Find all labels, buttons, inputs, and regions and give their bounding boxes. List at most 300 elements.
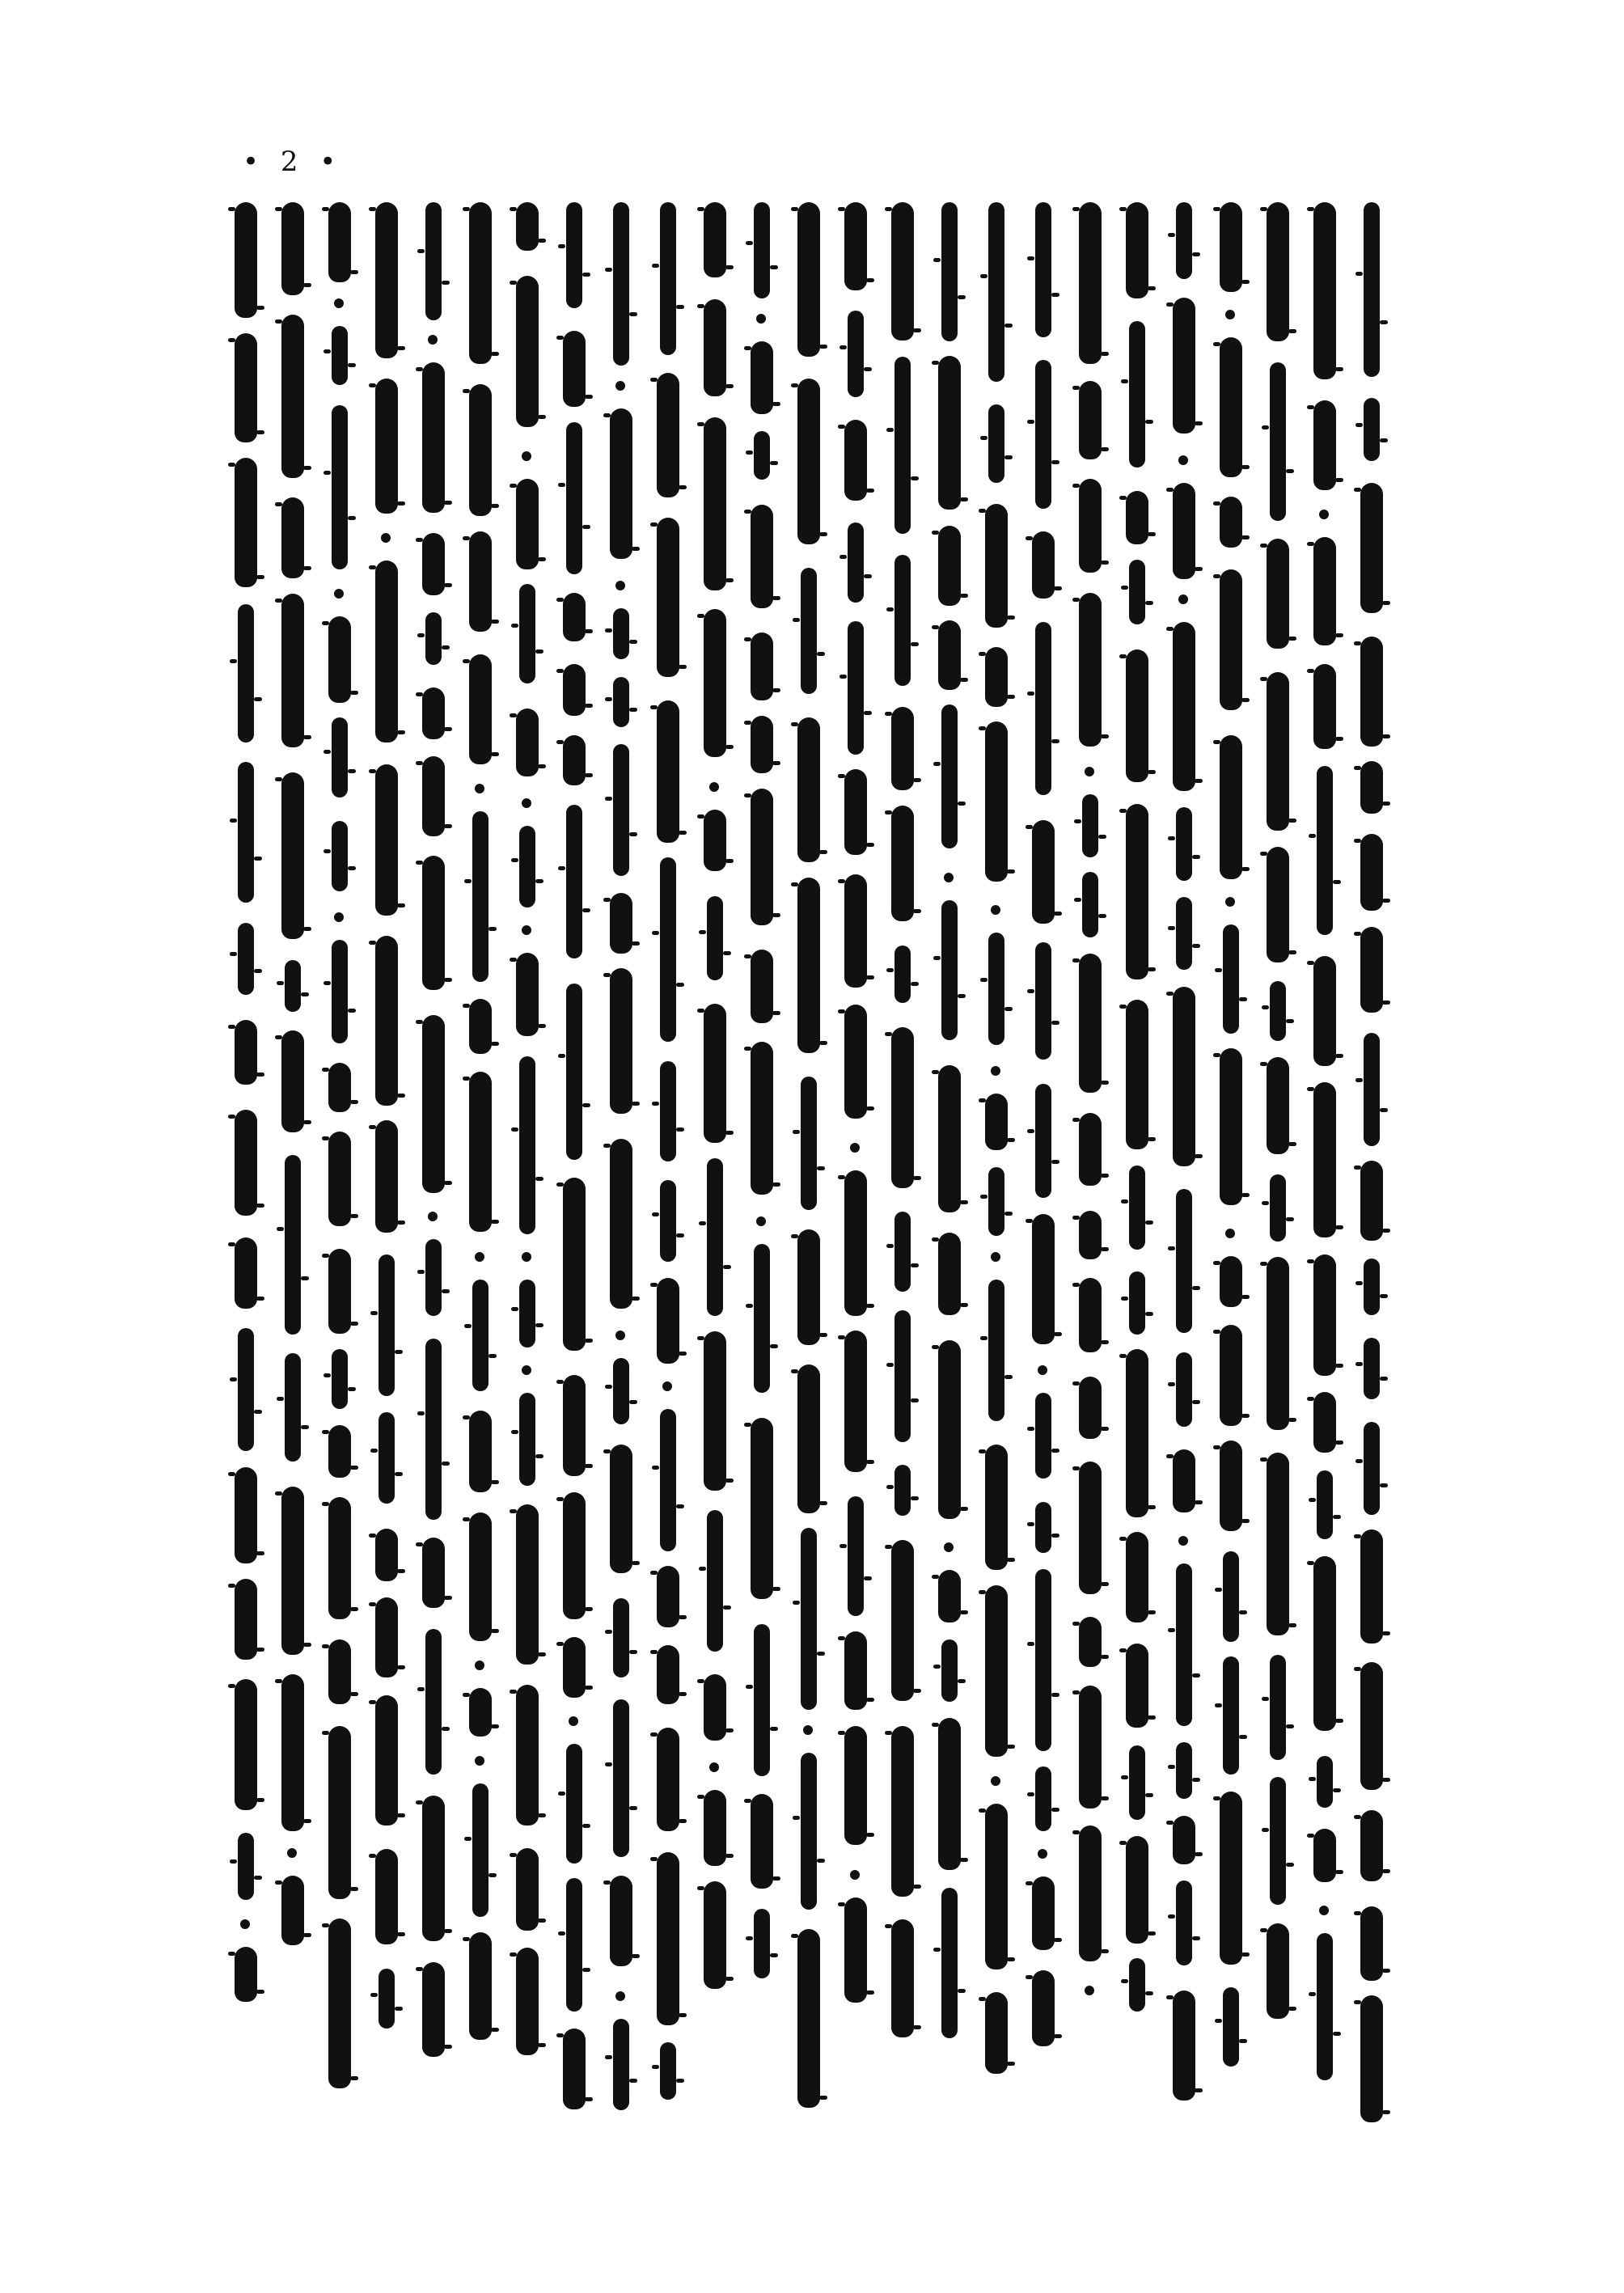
- punctuation-mark: [334, 589, 344, 599]
- punctuation-mark: [1085, 1986, 1094, 1995]
- punctuation-mark: [522, 1365, 531, 1375]
- mongolian-word-glyph: [894, 357, 911, 534]
- mongolian-word-glyph: [891, 1027, 914, 1188]
- mongolian-word-glyph: [1079, 381, 1102, 459]
- text-column: [602, 202, 641, 2127]
- mongolian-word-glyph: [1032, 1214, 1055, 1344]
- text-column: [1258, 202, 1297, 2127]
- mongolian-word-glyph: [844, 1170, 867, 1316]
- mongolian-word-glyph: [751, 950, 773, 1023]
- mongolian-word-glyph: [657, 518, 679, 677]
- mongolian-word-glyph: [613, 608, 629, 659]
- mongolian-word-glyph: [1035, 1569, 1051, 1751]
- mongolian-word-glyph: [375, 1597, 398, 1677]
- mongolian-word-glyph: [332, 940, 348, 1043]
- mongolian-word-glyph: [844, 769, 867, 855]
- mongolian-word-glyph: [563, 331, 586, 407]
- mongolian-word-glyph: [1267, 847, 1289, 962]
- mongolian-word-glyph: [425, 1339, 442, 1520]
- punctuation-mark: [287, 1848, 297, 1858]
- mongolian-word-glyph: [566, 202, 582, 308]
- mongolian-word-glyph: [1313, 1556, 1336, 1731]
- mongolian-word-glyph: [566, 1744, 582, 1864]
- text-column: [461, 202, 500, 2127]
- mongolian-word-glyph: [281, 1487, 304, 1655]
- mongolian-word-glyph: [422, 756, 445, 836]
- text-column: [1118, 202, 1157, 2127]
- mongolian-word-glyph: [613, 1699, 629, 1857]
- mongolian-word-glyph: [751, 1042, 773, 1195]
- mongolian-word-glyph: [281, 1876, 304, 1945]
- mongolian-word-glyph: [328, 1249, 351, 1334]
- punctuation-mark: [1319, 1906, 1329, 1915]
- mongolian-word-glyph: [375, 1529, 398, 1581]
- mongolian-word-glyph: [801, 1753, 817, 1910]
- mongolian-word-glyph: [375, 936, 398, 1106]
- mongolian-word-glyph: [938, 1340, 961, 1519]
- mongolian-word-glyph: [375, 1695, 398, 1826]
- mongolian-word-glyph: [797, 202, 820, 357]
- mongolian-word-glyph: [235, 1237, 257, 1309]
- mongolian-word-glyph: [519, 1056, 535, 1234]
- mongolian-word-glyph: [1032, 1876, 1055, 1950]
- text-column: [226, 202, 265, 2127]
- mongolian-word-glyph: [613, 1358, 629, 1424]
- text-column: [320, 202, 359, 2127]
- mongolian-word-glyph: [469, 999, 492, 1054]
- mongolian-word-glyph: [844, 874, 867, 988]
- mongolian-word-glyph: [1267, 1453, 1289, 1635]
- mongolian-word-glyph: [1313, 537, 1336, 645]
- mongolian-word-glyph: [613, 677, 629, 727]
- mongolian-word-glyph: [797, 1929, 820, 2108]
- mongolian-word-glyph: [1220, 569, 1242, 710]
- mongolian-word-glyph: [1364, 1033, 1380, 1146]
- mongolian-word-glyph: [1220, 1792, 1242, 1965]
- mongolian-word-glyph: [1360, 1810, 1383, 1881]
- mongolian-word-glyph: [566, 984, 582, 1160]
- mongolian-word-glyph: [1129, 1745, 1145, 1820]
- mongolian-word-glyph: [704, 810, 726, 871]
- mongolian-word-glyph: [985, 647, 1008, 707]
- mongolian-word-glyph: [328, 1639, 351, 1704]
- mongolian-word-glyph: [751, 505, 773, 608]
- mongolian-word-glyph: [704, 1881, 726, 1989]
- mongolian-word-glyph: [1317, 1470, 1333, 1539]
- mongolian-word-glyph: [563, 1178, 586, 1351]
- mongolian-word-glyph: [235, 1579, 257, 1660]
- mongolian-word-glyph: [281, 772, 304, 939]
- mongolian-word-glyph: [328, 1132, 351, 1226]
- mongolian-word-glyph: [1126, 1644, 1148, 1728]
- mongolian-word-glyph: [425, 1239, 442, 1316]
- mongolian-word-glyph: [422, 362, 445, 513]
- mongolian-word-glyph: [707, 896, 723, 980]
- mongolian-word-glyph: [1364, 1422, 1380, 1515]
- mongolian-word-glyph: [1035, 1766, 1051, 1831]
- mongolian-word-glyph: [941, 900, 958, 1040]
- mongolian-word-glyph: [469, 1688, 492, 1737]
- mongolian-word-glyph: [797, 379, 820, 544]
- mongolian-word-glyph: [1173, 1991, 1195, 2101]
- mongolian-word-glyph: [422, 533, 445, 595]
- mongolian-word-glyph: [660, 202, 676, 355]
- mongolian-word-glyph: [657, 373, 679, 497]
- punctuation-mark: [1225, 897, 1235, 907]
- punctuation-mark: [615, 581, 625, 590]
- text-column: [883, 202, 922, 2127]
- punctuation-mark: [850, 1143, 860, 1153]
- mongolian-word-glyph: [1317, 1933, 1333, 2080]
- mongolian-word-glyph: [1220, 202, 1242, 292]
- mongolian-word-glyph: [519, 1280, 535, 1347]
- mongolian-word-glyph: [1313, 956, 1336, 1066]
- mongolian-word-glyph: [751, 716, 773, 773]
- mongolian-word-glyph: [379, 1969, 395, 2029]
- mongolian-word-glyph: [801, 1528, 817, 1710]
- mongolian-word-glyph: [704, 1004, 726, 1143]
- mongolian-word-glyph: [1129, 1271, 1145, 1335]
- mongolian-word-glyph: [425, 202, 442, 320]
- mongolian-word-glyph: [660, 1180, 676, 1262]
- mongolian-word-glyph: [751, 632, 773, 700]
- mongolian-word-glyph: [563, 1637, 586, 1698]
- mongolian-word-glyph: [1126, 649, 1148, 782]
- mongolian-word-glyph: [704, 417, 726, 590]
- mongolian-word-glyph: [472, 1783, 488, 1917]
- mongolian-word-glyph: [1176, 202, 1192, 279]
- mongolian-word-glyph: [657, 1278, 679, 1364]
- mongolian-word-glyph: [613, 2019, 629, 2110]
- punctuation-mark: [615, 381, 625, 391]
- mongolian-word-glyph: [797, 1229, 820, 1345]
- mongolian-word-glyph: [1176, 1563, 1192, 1726]
- mongolian-word-glyph: [704, 1331, 726, 1491]
- mongolian-word-glyph: [469, 1411, 492, 1492]
- mongolian-word-glyph: [610, 408, 632, 559]
- mongolian-word-glyph: [985, 1992, 1008, 2074]
- punctuation-mark: [240, 1919, 250, 1929]
- mongolian-word-glyph: [985, 1585, 1008, 1757]
- mongolian-word-glyph: [1079, 1113, 1102, 1186]
- mongolian-word-glyph: [1173, 483, 1195, 579]
- mongolian-word-glyph: [1173, 987, 1195, 1166]
- mongolian-word-glyph: [704, 202, 726, 277]
- mongolian-word-glyph: [657, 700, 679, 843]
- mongolian-word-glyph: [332, 821, 348, 891]
- mongolian-word-glyph: [281, 1674, 304, 1831]
- mongolian-word-glyph: [1220, 497, 1242, 548]
- mongolian-word-glyph: [235, 1020, 257, 1085]
- mongolian-word-glyph: [328, 1919, 351, 2088]
- text-column: [696, 202, 734, 2127]
- mongolian-word-glyph: [472, 811, 488, 982]
- mongolian-word-glyph: [1360, 927, 1383, 1013]
- mongolian-word-glyph: [1129, 1166, 1145, 1250]
- mongolian-word-glyph: [707, 1158, 723, 1316]
- mongolian-word-glyph: [422, 1015, 445, 1193]
- mongolian-word-glyph: [754, 1244, 770, 1393]
- mongolian-word-glyph: [425, 612, 442, 665]
- mongolian-word-glyph: [891, 202, 914, 341]
- punctuation-mark: [1038, 1365, 1047, 1375]
- mongolian-word-glyph: [844, 1897, 867, 2003]
- mongolian-word-glyph: [235, 202, 257, 318]
- mongolian-word-glyph: [848, 311, 864, 397]
- punctuation-mark: [334, 298, 344, 308]
- punctuation-mark: [1085, 767, 1094, 776]
- mongolian-word-glyph: [844, 202, 867, 290]
- text-column: [1165, 202, 1203, 2127]
- mongolian-word-glyph: [988, 1280, 1004, 1421]
- mongolian-word-glyph: [660, 2042, 676, 2100]
- text-column: [836, 202, 875, 2127]
- mongolian-word-glyph: [235, 1947, 257, 2002]
- mongolian-word-glyph: [328, 1497, 351, 1619]
- mongolian-word-glyph: [235, 458, 257, 587]
- mongolian-word-glyph: [1360, 1662, 1383, 1790]
- mongolian-word-glyph: [328, 1425, 351, 1478]
- mongolian-word-glyph: [425, 1629, 442, 1775]
- punctuation-mark: [1038, 1849, 1047, 1859]
- mongolian-word-glyph: [707, 1510, 723, 1652]
- mongolian-word-glyph: [516, 709, 539, 776]
- mongolian-word-glyph: [566, 1878, 582, 2012]
- mongolian-word-glyph: [332, 1349, 348, 1409]
- mongolian-word-glyph: [1079, 1617, 1102, 1667]
- mongolian-word-glyph: [704, 299, 726, 396]
- page-number: • 2 •: [243, 146, 343, 178]
- mongolian-word-glyph: [988, 202, 1004, 382]
- mongolian-word-glyph: [1173, 1449, 1195, 1512]
- mongolian-word-glyph: [754, 431, 770, 480]
- punctuation-mark: [475, 1252, 484, 1262]
- mongolian-word-glyph: [422, 856, 445, 990]
- mongolian-word-glyph: [801, 1077, 817, 1210]
- punctuation-mark: [522, 1252, 531, 1262]
- mongolian-word-glyph: [1220, 735, 1242, 879]
- punctuation-mark: [991, 1252, 1000, 1262]
- mongolian-word-glyph: [941, 1888, 958, 2038]
- text-column: [1071, 202, 1110, 2127]
- mongolian-word-glyph: [1364, 1259, 1380, 1315]
- mongolian-word-glyph: [1267, 1923, 1289, 2019]
- mongolian-word-glyph: [1360, 761, 1383, 814]
- mongolian-word-glyph: [1129, 560, 1145, 624]
- mongolian-word-glyph: [516, 1685, 539, 1826]
- mongolian-word-glyph: [1360, 483, 1383, 613]
- mongolian-word-glyph: [332, 717, 348, 797]
- punctuation-mark: [569, 1716, 578, 1726]
- mongolian-word-glyph: [238, 1328, 254, 1451]
- text-column: [977, 202, 1016, 2127]
- text-column: [555, 202, 594, 2127]
- punctuation-mark: [662, 1381, 672, 1391]
- mongolian-word-glyph: [1360, 1161, 1383, 1241]
- mongolian-word-glyph: [1313, 1829, 1336, 1882]
- mongolian-word-glyph: [1082, 794, 1098, 857]
- mongolian-word-glyph: [1032, 1970, 1055, 2046]
- mongolian-word-glyph: [938, 620, 961, 690]
- mongolian-word-glyph: [1364, 1338, 1380, 1399]
- mongolian-word-glyph: [751, 1418, 773, 1599]
- mongolian-word-glyph: [894, 946, 911, 1003]
- mongolian-word-glyph: [566, 422, 582, 574]
- mongolian-word-glyph: [1270, 362, 1286, 521]
- mongolian-word-glyph: [657, 1852, 679, 2025]
- mongolian-word-glyph: [938, 1065, 961, 1212]
- mongolian-word-glyph: [894, 555, 911, 686]
- mongolian-word-glyph: [469, 384, 492, 516]
- mongolian-word-glyph: [1360, 1529, 1383, 1644]
- mongolian-word-glyph: [1360, 1906, 1383, 1981]
- mongolian-word-glyph: [238, 1833, 254, 1900]
- mongolian-word-glyph: [985, 721, 1008, 882]
- mongolian-word-glyph: [422, 1538, 445, 1608]
- punctuation-mark: [709, 782, 719, 792]
- mongolian-word-glyph: [328, 1726, 351, 1899]
- mongolian-word-glyph: [1035, 942, 1051, 1060]
- mongolian-word-glyph: [610, 1139, 632, 1309]
- mongolian-word-glyph: [238, 923, 254, 995]
- mongolian-word-glyph: [1176, 897, 1192, 970]
- mongolian-word-glyph: [1126, 491, 1148, 544]
- mongolian-word-glyph: [238, 604, 254, 742]
- mongolian-word-glyph: [375, 379, 398, 514]
- text-column: [789, 202, 828, 2127]
- mongolian-word-glyph: [516, 479, 539, 569]
- mongolian-word-glyph: [1313, 202, 1336, 379]
- mongolian-word-glyph: [1313, 1392, 1336, 1453]
- mongolian-word-glyph: [281, 594, 304, 747]
- punctuation-mark: [428, 335, 438, 345]
- mongolian-word-glyph: [941, 202, 958, 341]
- mongolian-word-glyph: [1079, 1686, 1102, 1809]
- punctuation-mark: [381, 533, 391, 543]
- mongolian-word-glyph: [519, 1393, 535, 1486]
- mongolian-word-glyph: [1270, 1174, 1286, 1242]
- mongolian-word-glyph: [938, 1570, 961, 1622]
- mongolian-word-glyph: [472, 1280, 488, 1391]
- mongolian-word-glyph: [751, 341, 773, 414]
- mongolian-word-glyph: [1126, 1000, 1148, 1149]
- mongolian-word-glyph: [1079, 593, 1102, 747]
- punctuation-mark: [1178, 594, 1188, 604]
- mongolian-word-glyph: [938, 1718, 961, 1870]
- mongolian-word-glyph: [1126, 1532, 1148, 1622]
- text-column: [414, 202, 453, 2127]
- mongolian-word-glyph: [1313, 1254, 1336, 1376]
- mongolian-word-glyph: [985, 1445, 1008, 1570]
- mongolian-word-glyph: [1267, 202, 1289, 341]
- mongolian-word-glyph: [1313, 664, 1336, 749]
- mongolian-word-glyph: [704, 1674, 726, 1741]
- mongolian-word-glyph: [519, 826, 535, 907]
- punctuation-mark: [475, 1661, 484, 1670]
- punctuation-mark: [991, 1776, 1000, 1786]
- mongolian-word-glyph: [704, 609, 726, 757]
- mongolian-word-glyph: [891, 707, 914, 790]
- mongolian-word-glyph: [379, 1412, 395, 1504]
- text-column: [508, 202, 547, 2127]
- mongolian-word-glyph: [1035, 360, 1051, 509]
- mongolian-word-glyph: [563, 593, 586, 641]
- mongolian-word-glyph: [1364, 398, 1380, 461]
- mongolian-word-glyph: [754, 1624, 770, 1776]
- text-column: [742, 202, 781, 2127]
- punctuation-mark: [803, 1725, 813, 1735]
- mongolian-word-glyph: [1176, 1742, 1192, 1799]
- text-column: [649, 202, 687, 2127]
- mongolian-word-glyph: [519, 584, 535, 683]
- mongolian-word-glyph: [1360, 1995, 1383, 2122]
- mongolian-word-glyph: [1220, 337, 1242, 477]
- mongolian-word-glyph: [1035, 202, 1051, 337]
- mongolian-word-glyph: [891, 806, 914, 921]
- punctuation-mark: [1178, 455, 1188, 465]
- punctuation-mark: [756, 314, 766, 324]
- mongolian-word-glyph: [1317, 1756, 1333, 1808]
- mongolian-word-glyph: [1176, 807, 1192, 881]
- mongolian-word-glyph: [891, 1919, 914, 2037]
- mongolian-word-glyph: [1126, 1349, 1148, 1517]
- mongolian-word-glyph: [332, 405, 348, 569]
- mongolian-word-glyph: [1270, 1777, 1286, 1905]
- mongolian-word-glyph: [1364, 202, 1380, 377]
- mongolian-word-glyph: [235, 333, 257, 442]
- mongolian-word-glyph: [894, 1465, 911, 1516]
- mongolian-word-glyph: [751, 789, 773, 925]
- punctuation-mark: [1178, 1536, 1188, 1546]
- mongolian-word-glyph: [797, 878, 820, 1053]
- text-column: [1352, 202, 1391, 2127]
- mongolian-word-glyph: [657, 1728, 679, 1831]
- mongolian-word-glyph: [844, 1005, 867, 1119]
- mongolian-word-glyph: [328, 202, 351, 282]
- mongolian-word-glyph: [422, 1962, 445, 2057]
- mongolian-word-glyph: [563, 2029, 586, 2109]
- mongolian-word-glyph: [332, 326, 348, 385]
- mongolian-word-glyph: [1270, 1655, 1286, 1760]
- mongolian-word-glyph: [285, 1155, 301, 1335]
- mongolian-word-glyph: [848, 621, 864, 755]
- mongolian-word-glyph: [1176, 1352, 1192, 1427]
- mongolian-word-glyph: [1220, 1441, 1242, 1531]
- mongolian-word-glyph: [844, 1631, 867, 1710]
- mongolian-word-glyph: [281, 315, 304, 478]
- mongolian-word-glyph: [1129, 1958, 1145, 2012]
- mongolian-word-glyph: [848, 522, 864, 603]
- punctuation-mark: [615, 1331, 625, 1340]
- mongolian-word-glyph: [891, 1540, 914, 1701]
- mongolian-word-glyph: [1313, 1082, 1336, 1237]
- punctuation-mark: [1225, 310, 1235, 319]
- punctuation-mark: [756, 1216, 766, 1226]
- mongolian-word-glyph: [657, 1645, 679, 1704]
- mongolian-word-glyph: [1220, 1325, 1242, 1426]
- text-column: [930, 202, 969, 2127]
- mongolian-word-glyph: [1267, 1057, 1289, 1154]
- vertical-mongolian-text-block: [226, 202, 1391, 2127]
- mongolian-word-glyph: [328, 1063, 351, 1112]
- mongolian-word-glyph: [754, 1909, 770, 1978]
- mongolian-word-glyph: [566, 805, 582, 958]
- mongolian-word-glyph: [1079, 479, 1102, 573]
- punctuation-mark: [428, 1212, 438, 1221]
- mongolian-word-glyph: [1079, 1278, 1102, 1352]
- mongolian-word-glyph: [281, 497, 304, 578]
- mongolian-word-glyph: [516, 202, 539, 251]
